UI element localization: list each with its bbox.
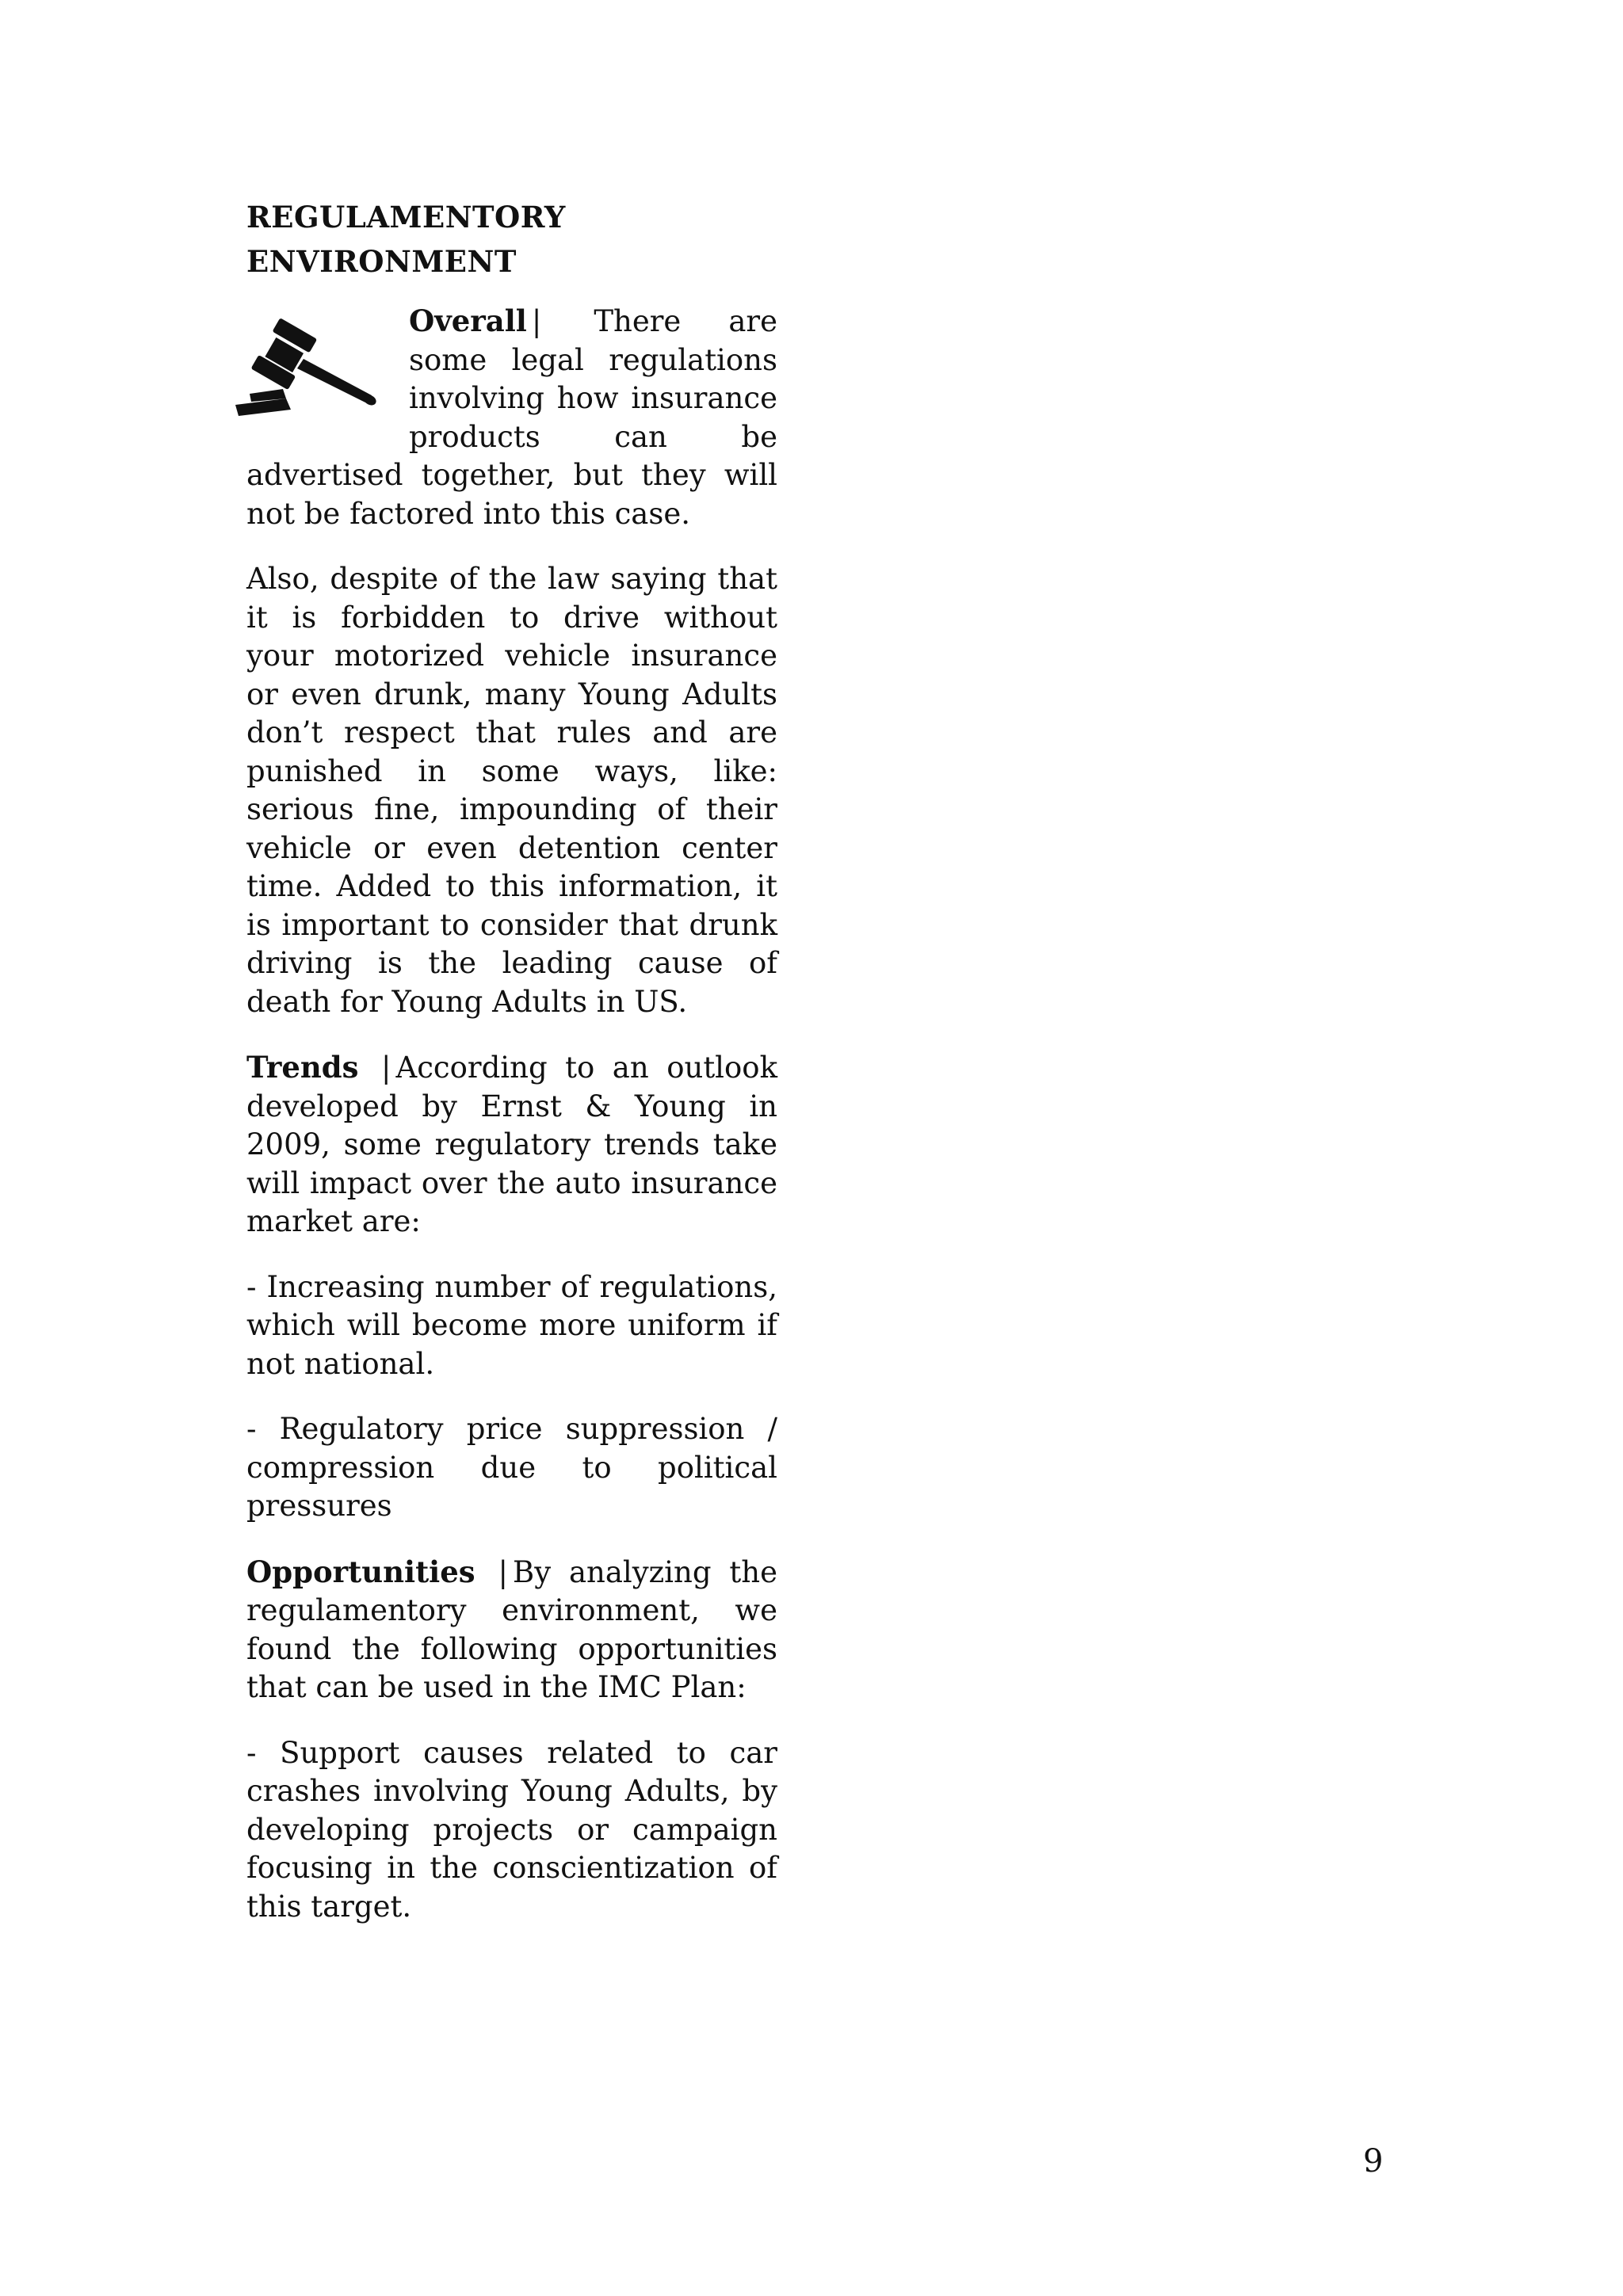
opportunities-lead: Opportunities [246,1554,475,1589]
opportunities-separator: | [498,1554,508,1589]
overall-lead: Overall [409,303,527,338]
page-number: 9 [1363,2143,1384,2180]
trend-item: - Regulatory price suppression / compression due to political pressures [246,1412,777,1523]
opportunity-item: - Support causes related to car crashes involving Young Adults, by developing projects or campaign focusing in the conscientization of this target. [246,1735,777,1924]
trend-item: - Increasing number of regulations, which will become more uniform if not national. [246,1269,777,1381]
law-paragraph: Also, despite of the law saying that it is forbidden to drive without your motorized vehicle insurance or even drunk, many Young Adults don’t respect that rules and are punished in some ways, like: serious fine, impounding of their vehicle or even detention center time. Added to this information, it is important to consider that drunk driving is the leading cause of death for Young Adults in US. [246,562,777,1019]
trends-text: According to an outlook developed by Ernst & Young in 2009, some regulatory trends take will impact over the auto insurance market are: [246,1051,777,1238]
opportunities-text: By analyzing the regulamentory environment, we found the following opportunities that can be used in the IMC Plan: [246,1554,777,1704]
overall-separator: | [531,304,542,338]
trends-paragraph [246,1048,777,1241]
text-column [246,195,777,1953]
opportunities-paragraph [246,1553,777,1707]
overall-paragraph [246,302,777,533]
trends-lead: Trends [246,1050,359,1085]
gavel-icon [227,302,390,452]
trends-separator: | [381,1051,391,1085]
overall-text: There are some legal regulations involving how insurance products can be advertised together, but they will not be factored into this case. [246,304,777,531]
section-title: REGULAMENTORY ENVIRONMENT [246,200,566,279]
